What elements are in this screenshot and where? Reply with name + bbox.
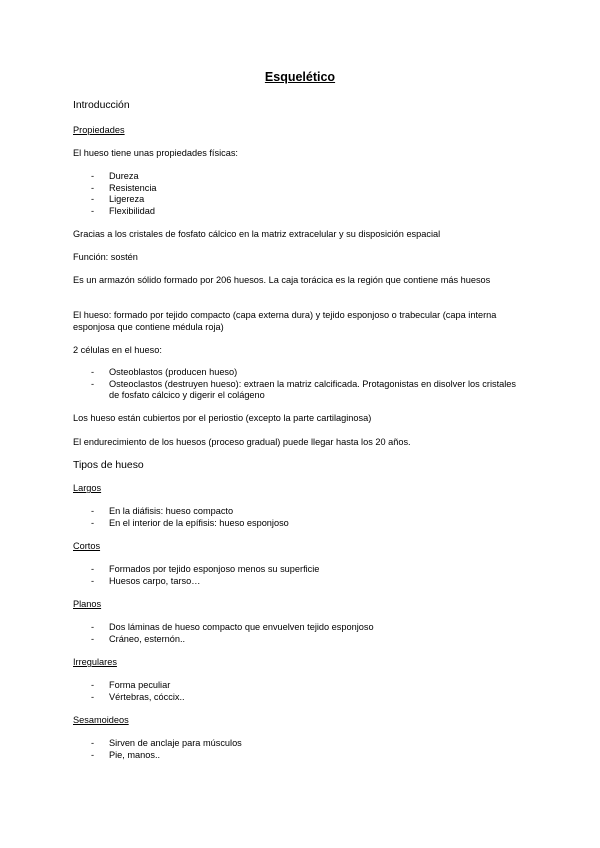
propiedades-heading: Propiedades xyxy=(73,125,125,135)
list-item: - En la diáfisis: hueso compacto xyxy=(91,506,521,518)
list-item: - Formados por tejido esponjoso menos su superficie xyxy=(91,564,521,576)
celulas-list xyxy=(91,367,521,402)
propiedades-list xyxy=(91,171,521,217)
funcion-text: Función: sostén xyxy=(73,252,138,262)
list-item: - Vértebras, cóccix.. xyxy=(91,692,521,704)
irregulares-list xyxy=(91,680,521,703)
propiedades-note: Gracias a los cristales de fosfato cálcico en la matriz extracelular y su disposición espacial xyxy=(73,229,441,239)
list-item: - Forma peculiar xyxy=(91,680,521,692)
list-item: - Sirven de anclaje para músculos xyxy=(91,738,521,750)
list-item: - Ligereza xyxy=(91,194,521,206)
intro-heading: Introducción xyxy=(73,100,130,111)
list-item: - Flexibilidad xyxy=(91,206,521,218)
sesamoideos-heading: Sesamoideos xyxy=(73,715,129,725)
list-item: - Pie, manos.. xyxy=(91,750,521,762)
irregulares-heading: Irregulares xyxy=(73,657,117,667)
list-item: - Osteoclastos (destruyen hueso): extraen la matriz calcificada. Protagonistas en disolver los cristales de fosfato cálcico y digerir el colágeno xyxy=(91,379,521,402)
formado-text: El hueso: formado por tejido compacto (capa externa dura) y tejido esponjoso o trabecular (capa interna esponjosa que contiene médula roja) xyxy=(73,310,497,332)
list-item: - Huesos carpo, tarso… xyxy=(91,576,521,588)
cortos-list xyxy=(91,564,521,587)
propiedades-lead: El hueso tiene unas propiedades físicas: xyxy=(73,148,238,158)
endurecimiento-text: El endurecimiento de los huesos (proceso gradual) puede llegar hasta los 20 años. xyxy=(73,437,411,447)
armazon-text: Es un armazón sólido formado por 206 huesos. La caja torácica es la región que contiene más huesos xyxy=(73,275,491,285)
list-item: - Dos láminas de hueso compacto que envuelven tejido esponjoso xyxy=(91,622,521,634)
page-title: Esquelético xyxy=(264,70,336,84)
periostio-text: Los hueso están cubiertos por el periostio (excepto la parte cartilaginosa) xyxy=(73,413,372,423)
cortos-heading: Cortos xyxy=(73,541,101,551)
list-item: - Cráneo, esternón.. xyxy=(91,634,521,646)
largos-list xyxy=(91,506,521,529)
tipos-heading: Tipos de hueso xyxy=(73,460,144,471)
celulas-lead: 2 células en el hueso: xyxy=(73,345,162,355)
list-item: - Resistencia xyxy=(91,183,521,195)
list-item: - Dureza xyxy=(91,171,521,183)
planos-list xyxy=(91,622,521,645)
sesamoideos-list xyxy=(91,738,521,761)
planos-heading: Planos xyxy=(73,599,102,609)
largos-heading: Largos xyxy=(73,483,102,493)
list-item: - En el interior de la epífisis: hueso esponjoso xyxy=(91,518,521,530)
list-item: - Osteoblastos (producen hueso) xyxy=(91,367,521,379)
